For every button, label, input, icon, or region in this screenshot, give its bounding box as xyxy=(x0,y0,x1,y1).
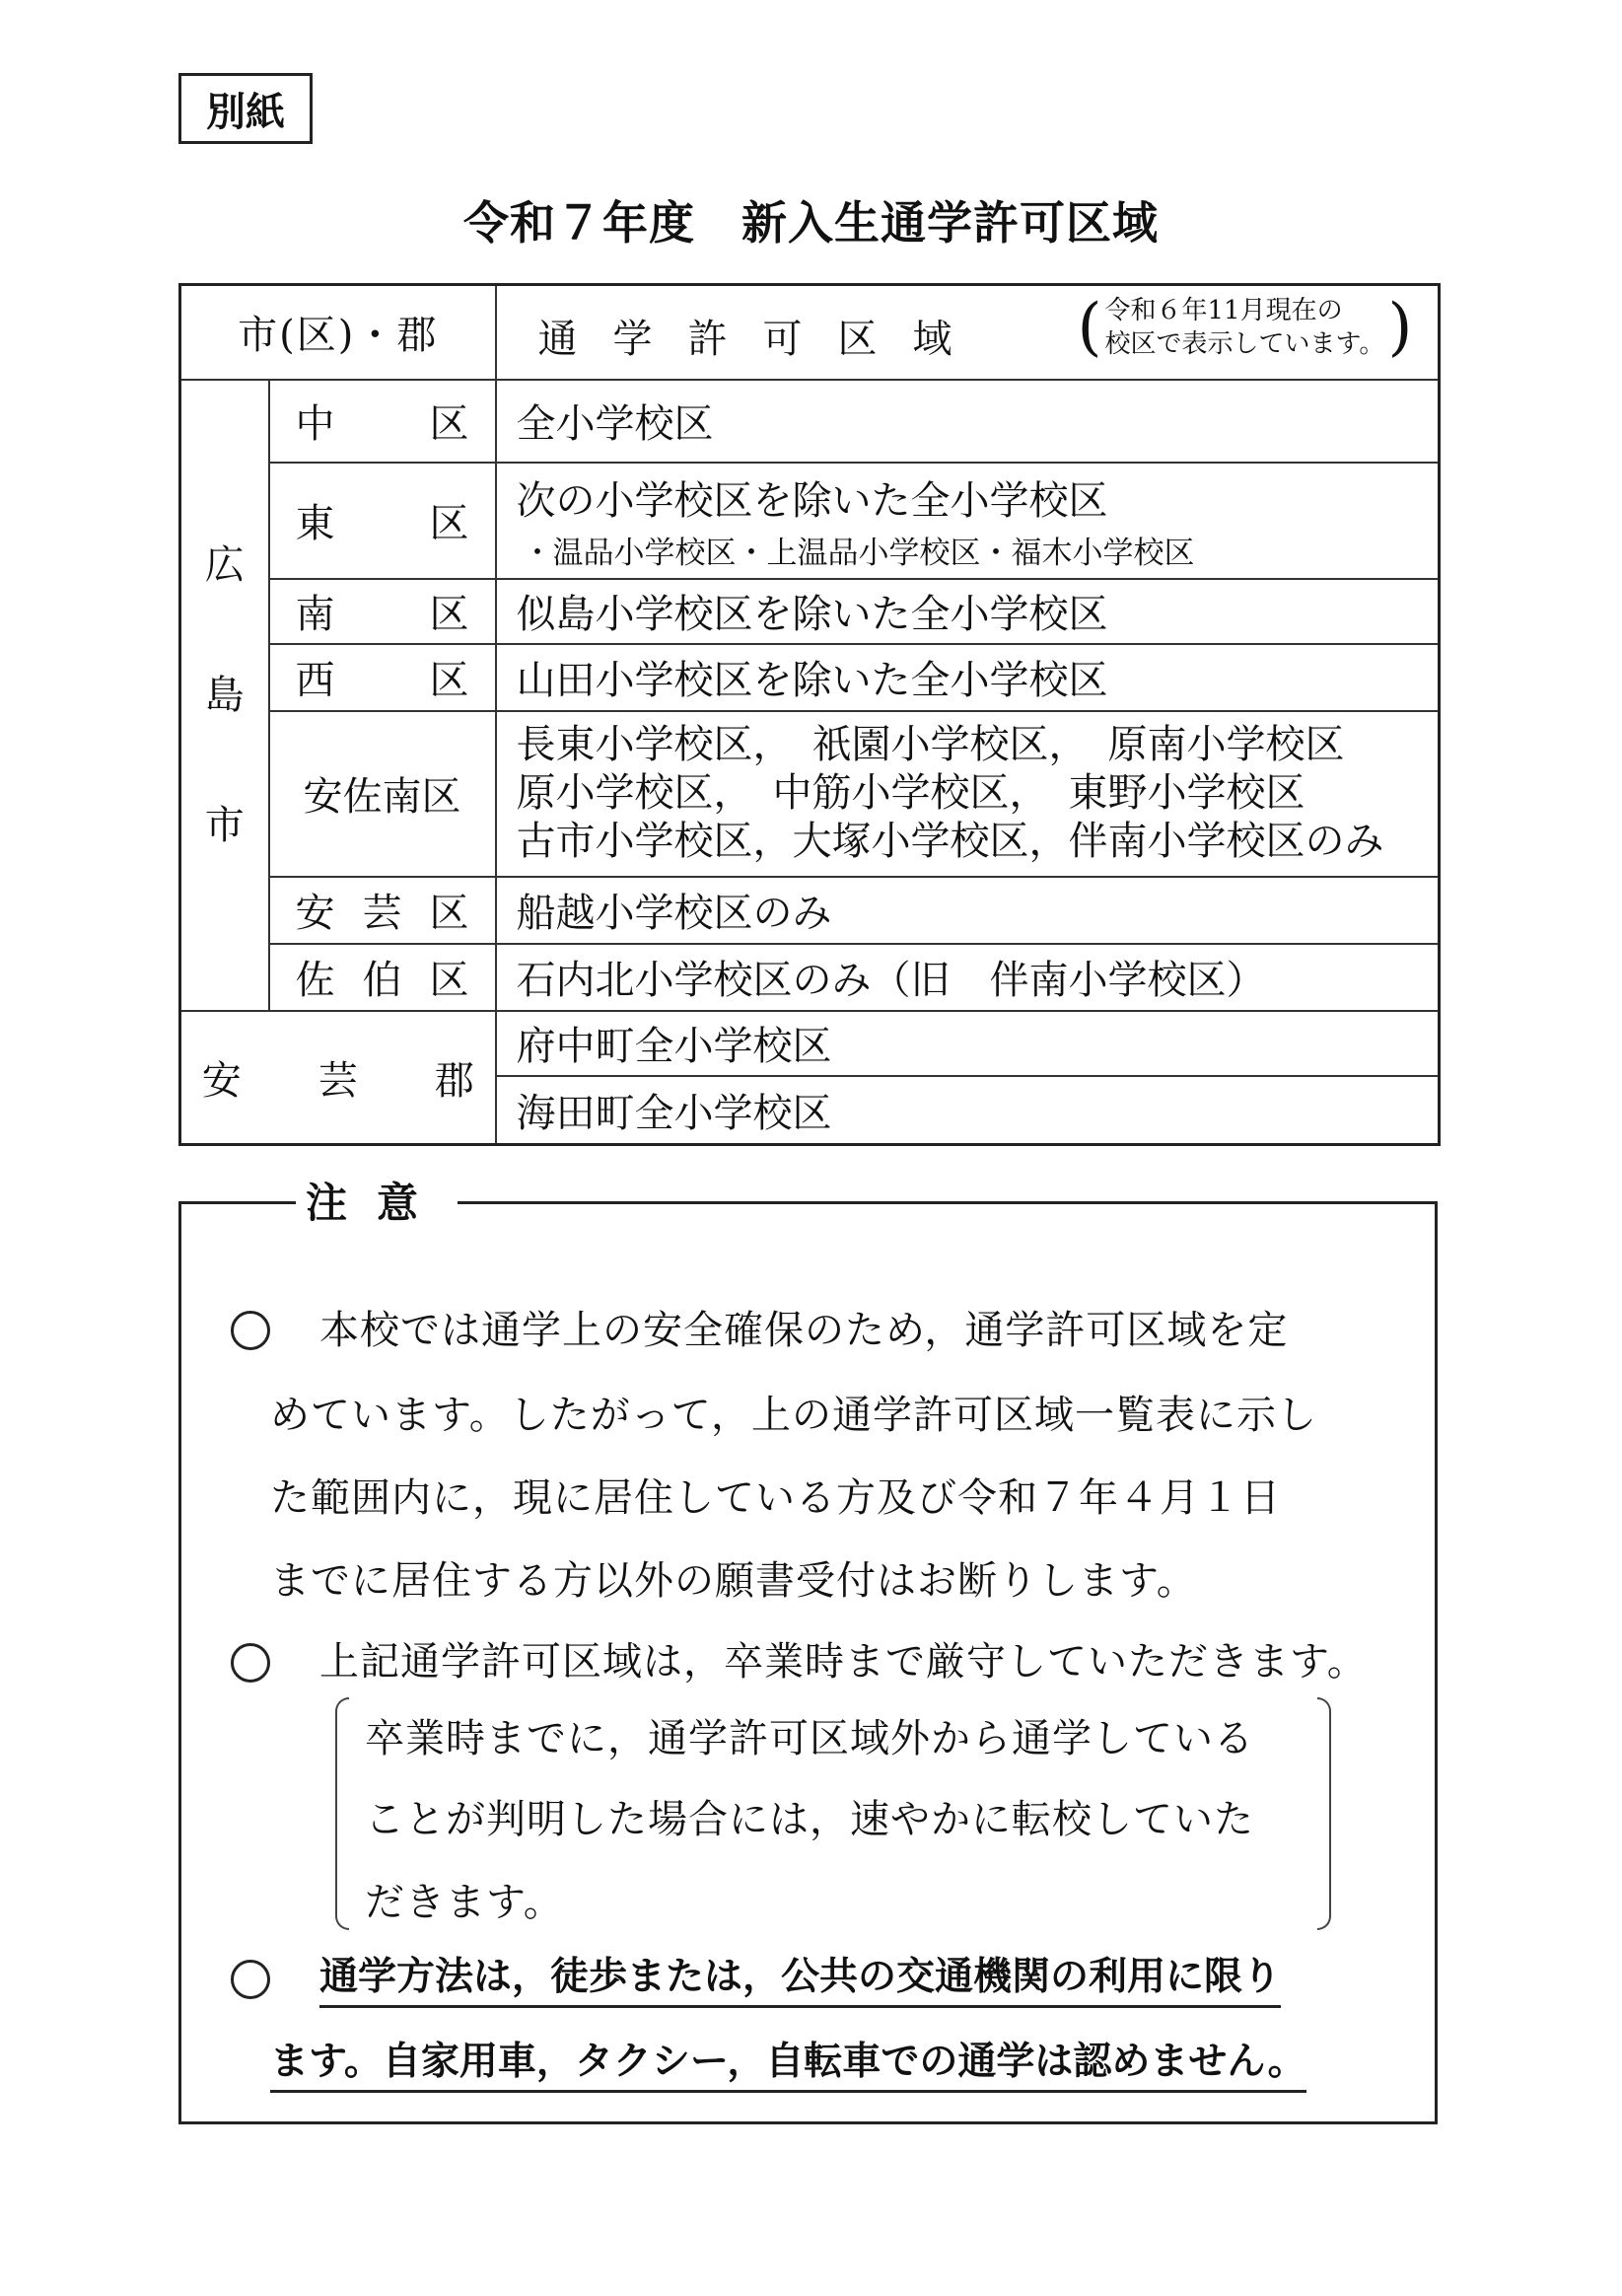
city-hiroshima xyxy=(180,380,269,1011)
notice-title: 注意 xyxy=(296,1171,458,1230)
city-char: 広 xyxy=(204,541,245,588)
area-nishi: 山田小学校区を除いた全小学校区 xyxy=(496,644,1440,711)
ward-saeki: 佐 伯 区 xyxy=(269,944,496,1011)
left-bracket-icon xyxy=(335,1697,349,1930)
ward-aki: 安 芸 区 xyxy=(269,877,496,944)
header-note-line2: 校区で表示しています。 xyxy=(1104,329,1385,359)
bracket-line: 卒業時までに，通学許可区域外から通学している xyxy=(365,1716,1254,1761)
table-row xyxy=(180,711,1440,877)
table-row xyxy=(180,579,1440,644)
right-bracket-icon xyxy=(1317,1697,1331,1930)
ward-higashi: 東 区 xyxy=(269,463,496,579)
notice-p2: 上記通学許可区域は，卒業時まで厳守していただきます。 xyxy=(319,1639,1368,1685)
header-municipality: 市(区)・郡 xyxy=(180,285,496,380)
ward-asaminami: 安佐南区 xyxy=(269,711,496,877)
ward-naka: 中 区 xyxy=(269,380,496,463)
bullet-circle-icon xyxy=(231,1960,270,1999)
city-char: 市 xyxy=(204,802,245,848)
header-note xyxy=(1084,294,1407,361)
area-saeki: 石内北小学校区のみ（旧 伴南小学校区） xyxy=(496,944,1440,1011)
table-row xyxy=(180,380,1440,463)
notice-p1-line: 本校では通学上の安全確保のため，通学許可区域を定 xyxy=(319,1308,1289,1353)
header-note-line1: ( 令和６年11月現在の xyxy=(1104,296,1343,325)
notice-p1-line: までに居住する方以外の願書受付はお断りします。 xyxy=(270,1558,1197,1604)
ward-nishi: 西 区 xyxy=(269,644,496,711)
area-asaminami-line: 原小学校区， 中筋小学校区， 東野小学校区 xyxy=(516,770,1305,816)
area-asaminami-line: 長東小学校区， 祇園小学校区， 原南小学校区 xyxy=(516,722,1345,767)
permitted-area-table xyxy=(178,283,1441,1146)
table-row xyxy=(180,463,1440,579)
attachment-label: 別紙 xyxy=(178,73,313,144)
notice-bracket-note xyxy=(335,1697,1331,1926)
header-area-cell xyxy=(496,285,1440,380)
aki-gun: 安 芸 郡 xyxy=(180,1011,496,1145)
bracket-line: だきます。 xyxy=(365,1880,564,1925)
bullet-circle-icon xyxy=(231,1643,270,1683)
area-higashi-main: 次の小学校区を除いた全小学校区 xyxy=(516,477,1108,524)
bullet-circle-icon xyxy=(231,1311,270,1350)
area-minami: 似島小学校区を除いた全小学校区 xyxy=(496,579,1440,644)
area-higashi-exclusions: ・温品小学校区・上温品小学校区・福木小学校区 xyxy=(522,535,1195,571)
notice-p1-line: めています。したがって，上の通学許可区域一覧表に示し xyxy=(270,1393,1317,1438)
header-area: 通学許可区域 xyxy=(537,317,988,362)
bracket-line: ことが判明した場合には，速やかに転校していた xyxy=(365,1797,1254,1842)
notice-p1-line: た範囲内に，現に居住している方及び令和７年４月１日 xyxy=(270,1475,1281,1521)
area-aki: 船越小学校区のみ xyxy=(496,877,1440,944)
notice-p3-line2: ます。自家用車，タクシー，自転車での通学は認めません。 xyxy=(270,2031,1306,2093)
table-row xyxy=(180,644,1440,711)
notice-box xyxy=(178,1179,1438,2124)
area-naka: 全小学校区 xyxy=(496,380,1440,463)
table-row xyxy=(180,1011,1440,1076)
table-header-row xyxy=(180,285,1440,380)
ward-minami: 南 区 xyxy=(269,579,496,644)
city-char: 島 xyxy=(204,672,245,718)
area-fuchu: 府中町全小学校区 xyxy=(496,1011,1440,1076)
page-title: 令和７年度 新入生通学許可区域 xyxy=(463,196,1159,250)
notice-p3-line1: 通学方法は，徒歩または，公共の交通機関の利用に限り xyxy=(319,1946,1281,2008)
area-asaminami xyxy=(496,711,1440,877)
area-higashi xyxy=(496,463,1440,579)
table-row xyxy=(180,944,1440,1011)
area-kaita: 海田町全小学校区 xyxy=(496,1076,1440,1145)
table-row xyxy=(180,877,1440,944)
area-asaminami-line: 古市小学校区，大塚小学校区，伴南小学校区のみ xyxy=(516,819,1384,864)
